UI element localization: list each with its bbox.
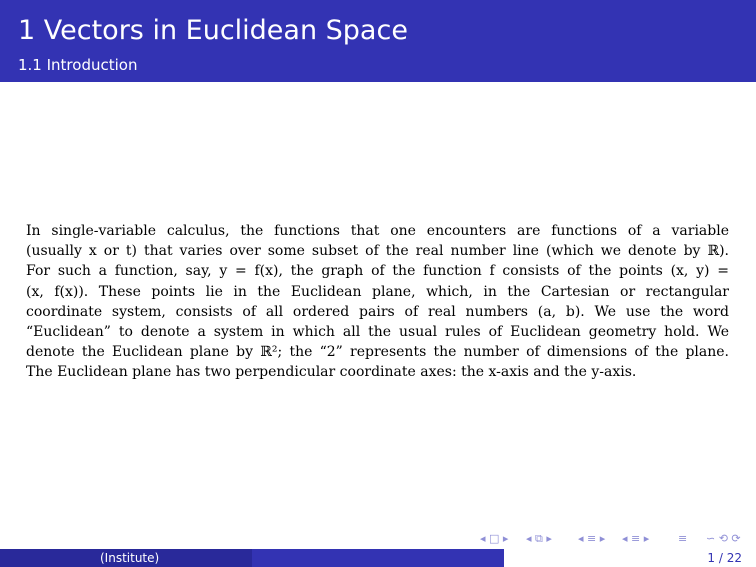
beamer-navigation-bar (480, 532, 741, 546)
body-line: For such a function, say, y = f(x), the graph of the function f consists of the points (x, y) = (26, 263, 729, 280)
slide-footer (0, 549, 756, 567)
footer-author-box (0, 549, 252, 567)
section-nav-icon[interactable]: ◂ ≡ ▸ (578, 532, 606, 545)
body-line: (x, f(x)). These points lie in the Euclidean plane, which, in the Cartesian or rectangular (26, 283, 729, 300)
body-line: denote the Euclidean plane by ℝ²; the “2” represents the number of dimensions of the plane. (26, 344, 729, 361)
page-number: 1 / 22 (707, 551, 742, 565)
body-line: (usually x or t) that varies over some subset of the real number line (which we denote by ℝ). (26, 243, 729, 260)
body-line: The Euclidean plane has two perpendicular coordinate axes: the x-axis and the y-axis. (26, 364, 637, 381)
slide-header (0, 0, 756, 82)
body-paragraph (26, 221, 729, 383)
body-line: coordinate system, consists of all ordered pairs of real numbers (a, b). We use the word (26, 303, 729, 320)
body-line: “Euclidean” to denote a system in which all the usual rules of Euclidean geometry hold. We (26, 324, 729, 341)
slide-title: 1 Vectors in Euclidean Space (18, 15, 408, 46)
footer-author: (Institute) (100, 551, 160, 565)
footer-title-box (252, 549, 504, 567)
outline-icon[interactable]: ≡ (678, 532, 688, 545)
subsection-nav-icon[interactable]: ◂ ⧉ ▸ (526, 532, 552, 545)
subsection-list-nav-icon[interactable]: ◂ ≡ ▸ (622, 532, 650, 545)
search-back-forward-icon[interactable]: ∽ ⟲ ⟳ (706, 532, 741, 545)
footer-page-box (504, 549, 756, 567)
frame-nav-icon[interactable]: ◂ □ ▸ (480, 532, 509, 545)
slide-subtitle: 1.1 Introduction (18, 56, 138, 74)
body-line: In single-variable calculus, the functions that one encounters are functions of a variable (26, 223, 729, 239)
